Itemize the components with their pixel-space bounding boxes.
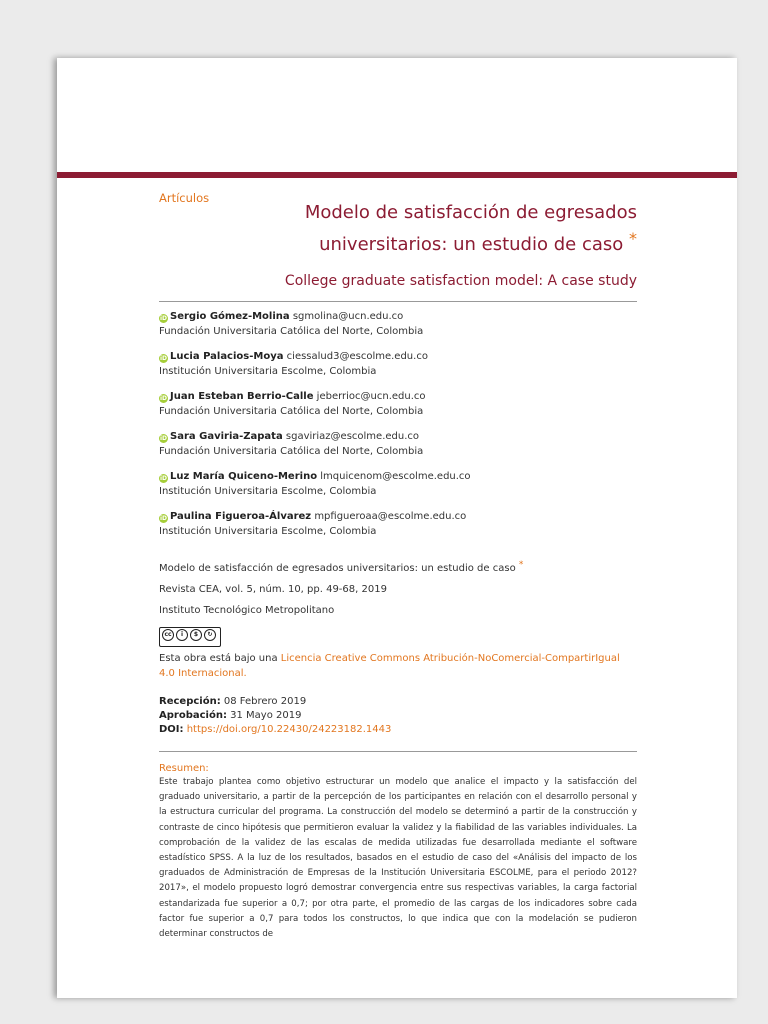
by-icon: i	[176, 629, 188, 641]
citation-footnote-marker[interactable]: *	[518, 560, 524, 570]
article-title	[159, 200, 637, 258]
author-entry	[159, 349, 637, 389]
divider	[159, 751, 637, 752]
abstract-text: Este trabajo plantea como objetivo estructurar un modelo que analice el impacto y la satisfacción del graduado universitario, a partir de la percepción de los participantes en relación con el desarrollo personal y la estructura curricular del programa. La construcción del modelo se determinó a partir de la construcción y contraste de cinco hipótesis que permitieron evaluar la validez y la fiabilidad de las variables individuales. La comprobación de la validez de las escalas de medida utilizadas fue desarrollada mediante el software estadístico SPSS. A la luz de los resultados, basados en el estudio de caso del «Análisis del impacto de los graduados de Administración de Empresas de la Institución Universitaria ESCOLME, para el periodo 2012?2017», el modelo propuesto logró demostrar convergencia entre sus respectivas variables, la carga factorial estandarizada fue superior a 0,7; por otra parte, el promedio de las cargas de los indicadores sobre cada factor fue superior a 0,7 para todos los constructos, lo que indica que con la modelación se pudieron determinar constructos de	[159, 777, 637, 940]
author-email[interactable]: lmquicenom@escolme.edu.co	[320, 471, 471, 482]
doi-label: DOI:	[159, 724, 184, 735]
author-affiliation: Institución Universitaria Escolme, Colombia	[159, 366, 377, 377]
dates-block	[159, 695, 637, 737]
doi-link[interactable]: https://doi.org/10.22430/24223182.1443	[186, 724, 392, 735]
section-label: Artículos	[159, 191, 210, 205]
divider	[159, 301, 637, 302]
creative-commons-badge[interactable]	[159, 627, 221, 647]
article-content	[159, 190, 637, 942]
author-name: Sergio Gómez-Molina	[170, 311, 290, 322]
author-email[interactable]: sgmolina@ucn.edu.co	[292, 311, 404, 322]
approval-label: Aprobación:	[159, 710, 227, 721]
license-link[interactable]: Licencia Creative Commons Atribución-NoComercial-CompartirIgual 4.0 Internacional.	[159, 653, 620, 679]
orcid-icon[interactable]: iD	[159, 355, 168, 362]
orcid-icon[interactable]: iD	[159, 395, 168, 402]
author-email[interactable]: jeberrioc@ucn.edu.co	[316, 391, 426, 402]
author-affiliation: Fundación Universitaria Católica del Norte, Colombia	[159, 326, 424, 337]
citation-title: Modelo de satisfacción de egresados universitarios: un estudio de caso	[159, 563, 516, 574]
orcid-icon[interactable]: iD	[159, 515, 168, 522]
author-entry	[159, 389, 637, 429]
author-email[interactable]: ciessalud3@escolme.edu.co	[286, 351, 428, 362]
citation-publisher: Instituto Tecnológico Metropolitano	[159, 605, 335, 616]
author-entry	[159, 429, 637, 469]
author-email[interactable]: mpfigueroaa@escolme.edu.co	[314, 511, 467, 522]
author-name: Lucia Palacios-Moya	[170, 351, 284, 362]
author-name: Luz María Quiceno-Merino	[170, 471, 318, 482]
author-list	[159, 309, 637, 549]
license-prefix: Esta obra está bajo una	[159, 653, 281, 664]
document-page	[57, 58, 737, 998]
author-name: Sara Gaviria-Zapata	[170, 431, 283, 442]
citation-block	[159, 555, 637, 621]
nc-icon: $	[190, 629, 202, 641]
reception-label: Recepción:	[159, 696, 221, 707]
author-name: Paulina Figueroa-Álvarez	[170, 511, 312, 522]
abstract-heading: Resumen:	[159, 763, 209, 774]
orcid-icon[interactable]: iD	[159, 475, 168, 482]
cc-icon: cc	[162, 629, 174, 641]
author-affiliation: Fundación Universitaria Católica del Norte, Colombia	[159, 406, 424, 417]
sa-icon: ↻	[204, 629, 216, 641]
approval-date: 31 Mayo 2019	[230, 710, 302, 721]
title-line-1: Modelo de satisfacción de egresados	[304, 202, 637, 223]
license-statement	[159, 651, 637, 681]
orcid-icon[interactable]: iD	[159, 435, 168, 442]
citation-journal: Revista CEA, vol. 5, núm. 10, pp. 49-68, 2019	[159, 584, 387, 595]
article-subtitle: College graduate satisfaction model: A case study	[284, 273, 637, 289]
author-entry	[159, 309, 637, 349]
title-footnote-marker[interactable]: *	[629, 229, 637, 248]
author-entry	[159, 469, 637, 509]
title-line-2: universitarios: un estudio de caso	[319, 234, 624, 255]
author-affiliation: Institución Universitaria Escolme, Colombia	[159, 486, 377, 497]
author-affiliation: Fundación Universitaria Católica del Norte, Colombia	[159, 446, 424, 457]
author-email[interactable]: sgaviriaz@escolme.edu.co	[285, 431, 420, 442]
reception-date: 08 Febrero 2019	[223, 696, 307, 707]
author-affiliation: Institución Universitaria Escolme, Colombia	[159, 526, 377, 537]
author-entry	[159, 509, 637, 549]
header-band	[57, 172, 737, 178]
author-name: Juan Esteban Berrio-Calle	[170, 391, 314, 402]
orcid-icon[interactable]: iD	[159, 315, 168, 322]
